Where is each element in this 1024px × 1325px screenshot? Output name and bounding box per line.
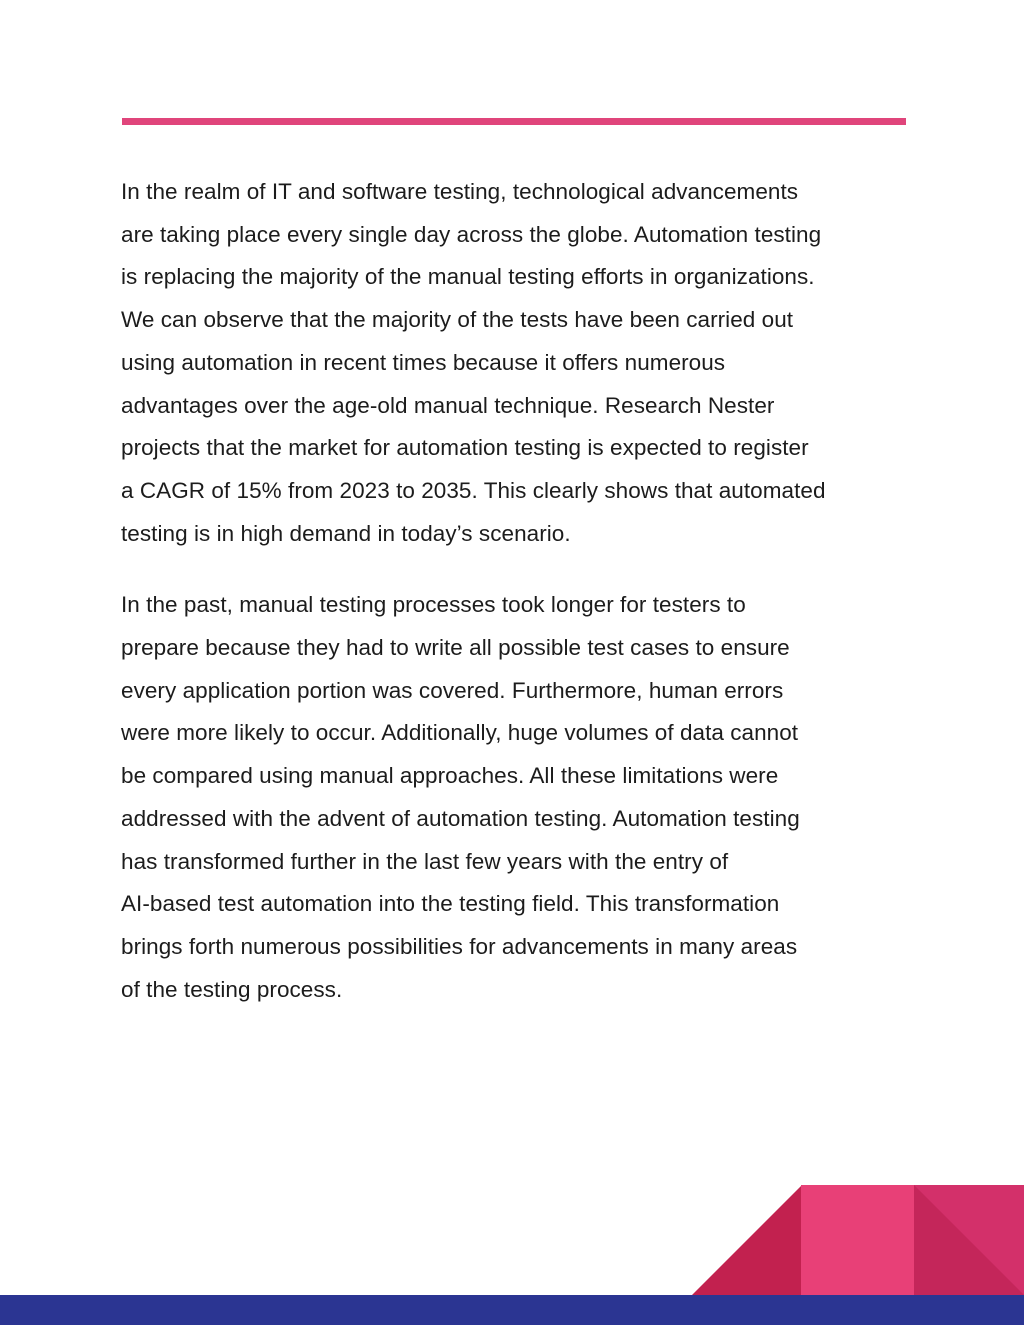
footer-bar [0, 1295, 1024, 1325]
footer-fold-shadow [914, 1185, 1024, 1295]
top-accent-rule [122, 118, 906, 125]
document-body [121, 171, 921, 1011]
footer-right-block [914, 1185, 1024, 1295]
footer-triangle-shape [692, 1185, 802, 1295]
paragraph-1: In the realm of IT and software testing, technological advancements are taking place every single day across the globe. Automation testing is replacing the majority of the manual testing efforts in organizations. We can observe that the majority of the tests have been carried out using automation in recent times because it offers numerous advantages over the age-old manual technique. Research Nester projects that the market for automation testing is expected to register a CAGR of 15% from 2023 to 2035. This clearly shows that automated testing is in high demand in today’s scenario. [121, 179, 826, 546]
footer-middle-block [801, 1185, 915, 1295]
paragraph-2: In the past, manual testing processes took longer for testers to prepare because they had to write all possible test cases to ensure every application portion was covered. Furthermore, human errors were more likely to occur. Additionally, huge volumes of data cannot be compared using manual approaches. All these limitations were addressed with the advent of automation testing. Automation testing has transformed further in the last few years with the entry of AI-based test automation into the testing field. This transformation brings forth numerous possibilities for advancements in many areas of the testing process. [121, 592, 800, 1002]
